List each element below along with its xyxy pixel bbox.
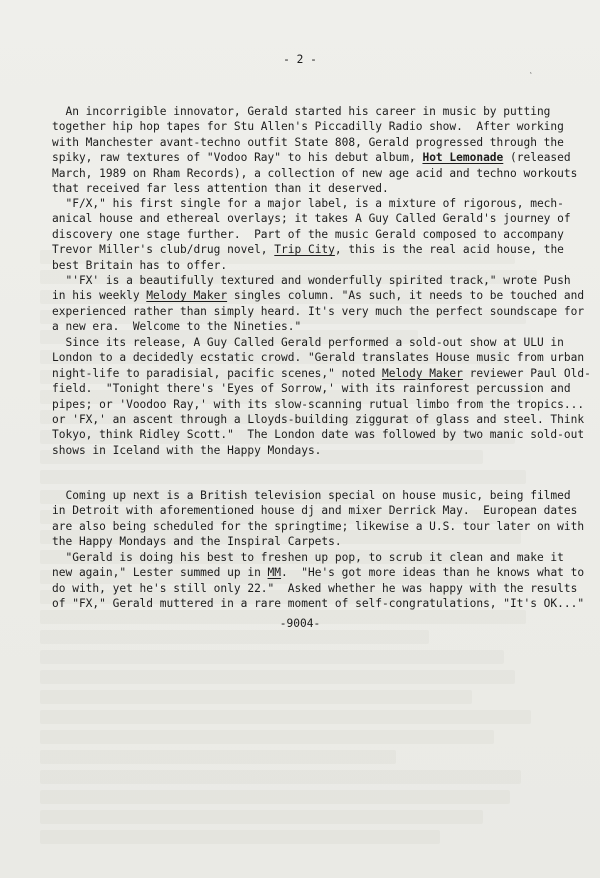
- text-line: [52, 565, 585, 580]
- text-fragment: . "He's got more ideas than he knows what to: [281, 566, 585, 580]
- text-line: "Gerald is doing his best to freshen up pop, to scrub it clean and make it: [52, 551, 564, 564]
- text-line: or 'FX,' an ascent through a Lloyds-building ziggurat of glass and steel. Think: [52, 412, 585, 426]
- album-title: Hot Lemonade: [422, 151, 504, 165]
- paragraph-1: [52, 104, 578, 196]
- text-line: Since its release, A Guy Called Gerald performed a sold-out show at ULU in: [52, 336, 564, 349]
- text-line: discovery one stage further. Part of the music Gerald composed to accompany: [52, 227, 564, 241]
- text-line: [52, 288, 585, 303]
- text-line: [52, 242, 572, 257]
- text-line: "F/X," his first single for a major label, is a mixture of rigorous, mech-: [52, 197, 564, 210]
- publication-name: Melody Maker: [382, 366, 463, 380]
- text-line: pipes; or 'Voodoo Ray,' with its slow-scanning rutual limbo from the tropics...: [52, 397, 585, 411]
- text-line: the Happy Mondays and the Inspiral Carpets.: [52, 535, 342, 549]
- text-line: anical house and ethereal overlays; it takes A Guy Called Gerald's journey of: [52, 212, 571, 226]
- text-line: [52, 150, 572, 165]
- paragraph-3: [52, 273, 585, 335]
- text-line: together hip hop tapes for Stu Allen's Piccadilly Radio show. After working: [52, 120, 564, 134]
- paragraph-5: [52, 488, 585, 550]
- text-fragment: (released: [503, 151, 571, 165]
- text-line: best Britain has to offer.: [52, 258, 228, 272]
- text-line: Coming up next is a British television special on house music, being filmed: [52, 489, 571, 502]
- document-footer-code: -9004-: [279, 617, 321, 630]
- text-fragment: reviewer Paul Old-: [462, 366, 591, 380]
- text-fragment: , this is the real acid house, the: [334, 243, 564, 257]
- text-line: An incorrigible innovator, Gerald started his career in music by putting: [52, 105, 551, 118]
- text-fragment: spiky, raw textures of "Vodoo Ray" to his debut album,: [52, 151, 423, 165]
- text-line: "'FX' is a beautifully textured and wonderfully spirited track," wrote Push: [52, 274, 571, 287]
- page-number: - 2 -: [283, 53, 317, 66]
- text-line: a new era. Welcome to the Nineties.": [52, 320, 302, 334]
- text-line: experienced rather than simply heard. It's very much the perfect soundscape for: [52, 304, 585, 318]
- text-fragment: night-life to paradisial, pacific scenes," noted: [52, 366, 383, 380]
- text-fragment: in his weekly: [52, 289, 147, 303]
- text-line: of "FX," Gerald muttered in a rare moment of self-congratulations, "It's OK...": [52, 597, 585, 611]
- text-line: field. "Tonight there's 'Eyes of Sorrow,' with its rainforest percussion and: [52, 382, 571, 396]
- novel-title: Trip City: [274, 243, 335, 257]
- text-line: [52, 366, 591, 381]
- text-line: shows in Iceland with the Happy Mondays.: [52, 443, 322, 457]
- text-line: that received far less attention than it deserved.: [52, 181, 389, 195]
- text-fragment: new again," Lester summed up in: [52, 566, 268, 580]
- text-line: with Manchester avant-techno outfit State 808, Gerald progressed through the: [52, 135, 564, 149]
- text-line: do with, yet he's still only 22." Asked whether he was happy with the results: [52, 581, 578, 595]
- paragraph-4: [52, 335, 591, 474]
- text-fragment: singles column. "As such, it needs to be touched and: [227, 289, 585, 303]
- paragraph-6: [52, 550, 585, 612]
- publication-abbrev: MM: [267, 566, 282, 580]
- publication-name: Melody Maker: [146, 289, 228, 303]
- paragraph-2: [52, 196, 572, 273]
- text-line: [52, 458, 572, 473]
- text-line: are also being scheduled for the springtime; likewise a U.S. tour later on with: [52, 519, 585, 533]
- text-line: London to a decidedly ecstatic crowd. "Gerald translates House music from urban: [52, 351, 585, 365]
- text-line: in Detroit with aforementioned house dj and mixer Derrick May. European dates: [52, 504, 578, 518]
- text-line: March, 1989 on Rham Records), a collection of new age acid and techno workouts: [52, 166, 578, 180]
- stray-mark: ʽ: [529, 72, 532, 81]
- text-line: Tokyo, think Ridley Scott." The London date was followed by two manic sold-out: [52, 428, 585, 442]
- text-fragment: Trevor Miller's club/drug novel,: [52, 243, 275, 257]
